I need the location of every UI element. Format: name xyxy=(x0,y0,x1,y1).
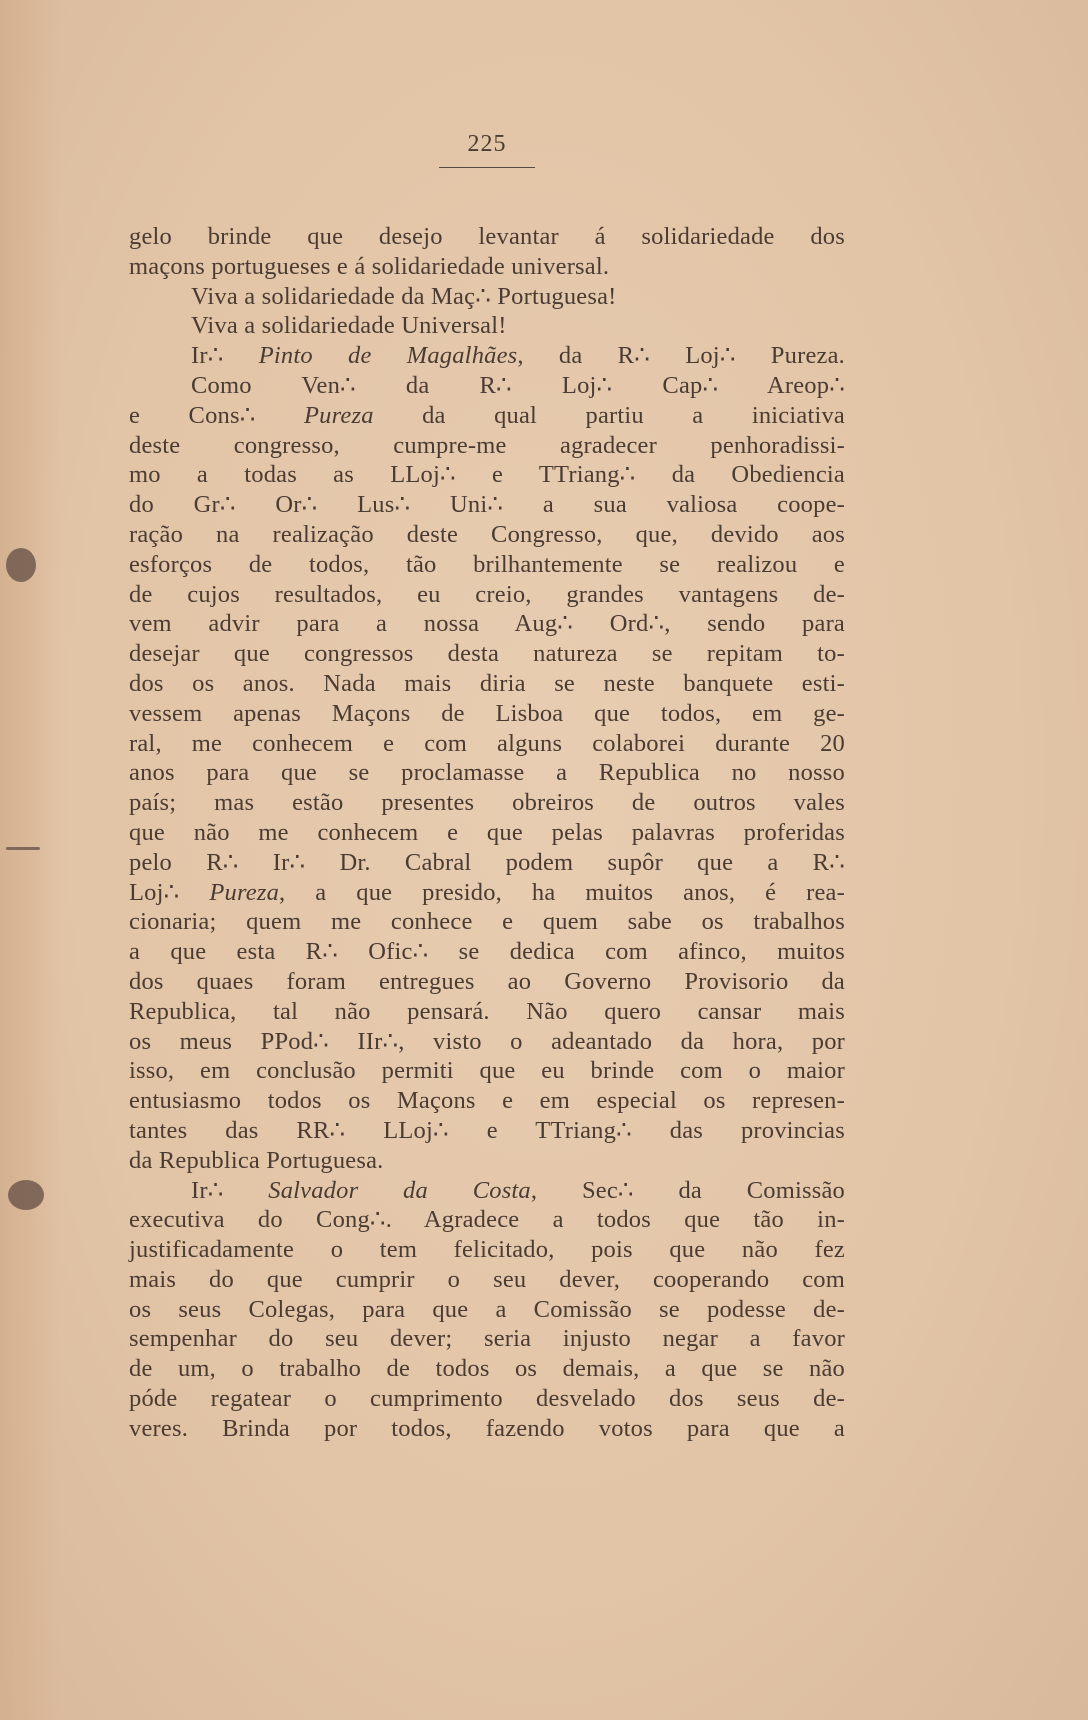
text-segment: anos para que se proclamasse a Republica no nosso xyxy=(129,759,845,787)
text-line xyxy=(129,341,845,371)
text-segment: executiva do Cong∴. Agradece a todos que tão in- xyxy=(129,1206,845,1234)
text-line xyxy=(129,669,845,699)
text-segment: desejar que congressos desta natureza se repitam to- xyxy=(129,640,845,668)
italic-name: Pureza xyxy=(209,878,280,906)
text-segment: pelo R∴ Ir∴ Dr. Cabral podem supôr que a R∴ xyxy=(129,848,845,876)
text-segment: de um, o trabalho de todos os demais, a que se não xyxy=(129,1355,845,1383)
text-segment: dos quaes foram entregues ao Governo Provisorio da xyxy=(129,967,845,995)
text-segment: a que esta R∴ Ofic∴ se dedica com afinco, muitos xyxy=(129,938,845,966)
text-line xyxy=(129,609,845,639)
text-segment: entusiasmo todos os Maçons e em especial os represen- xyxy=(129,1087,845,1115)
text-line xyxy=(129,460,845,490)
text-line xyxy=(129,639,845,669)
text-line xyxy=(129,937,845,967)
text-segment: , a que presido, ha muitos anos, é rea- xyxy=(279,878,845,906)
text-segment: vessem apenas Maçons de Lisboa que todos, em ge- xyxy=(129,699,845,727)
text-segment: ração na realização deste Congresso, que, devido aos xyxy=(129,520,845,548)
text-segment: Ir∴ xyxy=(191,342,259,370)
text-line xyxy=(129,818,845,848)
text-segment: Viva a solidariedade Universal! xyxy=(191,312,507,340)
text-segment: que não me conhecem e que pelas palavras proferidas xyxy=(129,818,845,846)
text-line xyxy=(129,580,845,610)
text-line xyxy=(129,1205,845,1235)
text-line xyxy=(129,1324,845,1354)
text-segment: cionaria; quem me conhece e quem sabe os trabalhos xyxy=(129,908,845,936)
page-number-rule xyxy=(439,167,535,168)
text-line xyxy=(129,1056,845,1086)
text-segment: da Republica Portuguesa. xyxy=(129,1146,384,1174)
text-line xyxy=(129,1176,845,1206)
text-line xyxy=(129,1086,845,1116)
text-line xyxy=(129,1414,845,1444)
text-segment: ral, me conhecem e com alguns colaborei durante 20 xyxy=(129,729,845,757)
text-line xyxy=(129,252,845,282)
text-line xyxy=(129,1384,845,1414)
text-segment: do Gr∴ Or∴ Lus∴ Uni∴ a sua valiosa coope- xyxy=(129,491,845,519)
text-segment: os seus Colegas, para que a Comissão se podesse de- xyxy=(129,1295,845,1323)
text-line xyxy=(129,1295,845,1325)
text-line xyxy=(129,311,845,341)
text-line xyxy=(129,222,845,252)
text-line xyxy=(129,520,845,550)
text-segment: de cujos resultados, eu creio, grandes vantagens de- xyxy=(129,580,845,608)
text-line xyxy=(129,967,845,997)
text-line xyxy=(129,848,845,878)
text-segment: e Cons∴ xyxy=(129,401,304,429)
text-segment: Loj∴ xyxy=(129,878,210,906)
page-number: 225 xyxy=(467,131,507,157)
text-segment: Republica, tal não pensará. Não quero cansar mais xyxy=(129,997,845,1025)
text-line xyxy=(129,282,845,312)
text-line xyxy=(129,699,845,729)
page-edge-shadow xyxy=(0,0,60,1720)
ink-stain xyxy=(6,847,40,850)
text-segment: dos os anos. Nada mais diria se neste banquete esti- xyxy=(129,669,845,697)
text-segment: veres. Brinda por todos, fazendo votos para que a xyxy=(129,1414,845,1442)
text-line xyxy=(129,878,845,908)
text-segment: , da R∴ Loj∴ Pureza. xyxy=(517,342,845,370)
text-line xyxy=(129,490,845,520)
text-segment: Viva a solidariedade da Maç∴ Portuguesa! xyxy=(191,282,617,310)
text-segment: justificadamente o tem felicitado, pois que não fez xyxy=(129,1236,845,1264)
text-line xyxy=(129,1235,845,1265)
text-line xyxy=(129,371,845,401)
text-segment: deste congresso, cumpre-me agradecer penhoradissi- xyxy=(129,431,845,459)
text-segment: país; mas estão presentes obreiros de outros vales xyxy=(129,789,845,817)
text-segment: Ir∴ xyxy=(191,1176,269,1204)
text-segment: isso, em conclusão permiti que eu brinde com o maior xyxy=(129,1057,845,1085)
text-line xyxy=(129,1354,845,1384)
text-line xyxy=(129,758,845,788)
text-segment: mo a todas as LLoj∴ e TTriang∴ da Obediencia xyxy=(129,461,845,489)
text-segment: esforços de todos, tão brilhantemente se realizou e xyxy=(129,550,845,578)
text-line xyxy=(129,729,845,759)
text-line xyxy=(129,431,845,461)
text-line xyxy=(129,1027,845,1057)
text-line xyxy=(129,788,845,818)
text-segment: os meus PPod∴ IIr∴, visto o adeantado da hora, por xyxy=(129,1027,845,1055)
text-segment: mais do que cumprir o seu dever, cooperando com xyxy=(129,1265,845,1293)
text-line xyxy=(129,1265,845,1295)
text-segment: póde regatear o cumprimento desvelado dos seus de- xyxy=(129,1385,845,1413)
text-segment: vem advir para a nossa Aug∴ Ord∴, sendo para xyxy=(129,610,845,638)
italic-name: Pinto de Magalhães xyxy=(258,342,518,370)
text-line xyxy=(129,907,845,937)
text-segment: sempenhar do seu dever; seria injusto negar a favor xyxy=(129,1325,845,1353)
text-segment: , Sec∴ da Comissão xyxy=(530,1176,845,1204)
text-line xyxy=(129,550,845,580)
text-segment: tantes das RR∴ LLoj∴ e TTriang∴ das provincias xyxy=(129,1116,845,1144)
ink-stain xyxy=(6,548,36,582)
text-segment: Como Ven∴ da R∴ Loj∴ Cap∴ Areop∴ xyxy=(191,371,845,399)
text-segment: da qual partiu a iniciativa xyxy=(373,401,845,429)
ink-stain xyxy=(8,1180,44,1210)
italic-name: Pureza xyxy=(303,401,374,429)
text-segment: gelo brinde que desejo levantar á solidariedade dos xyxy=(129,223,845,250)
text-line xyxy=(129,997,845,1027)
text-line xyxy=(129,1146,845,1176)
italic-name: Salvador da Costa xyxy=(268,1176,531,1204)
text-line xyxy=(129,401,845,431)
text-line xyxy=(129,1116,845,1146)
text-segment: maçons portugueses e á solidariedade universal. xyxy=(129,252,610,280)
body-text xyxy=(129,222,845,1444)
